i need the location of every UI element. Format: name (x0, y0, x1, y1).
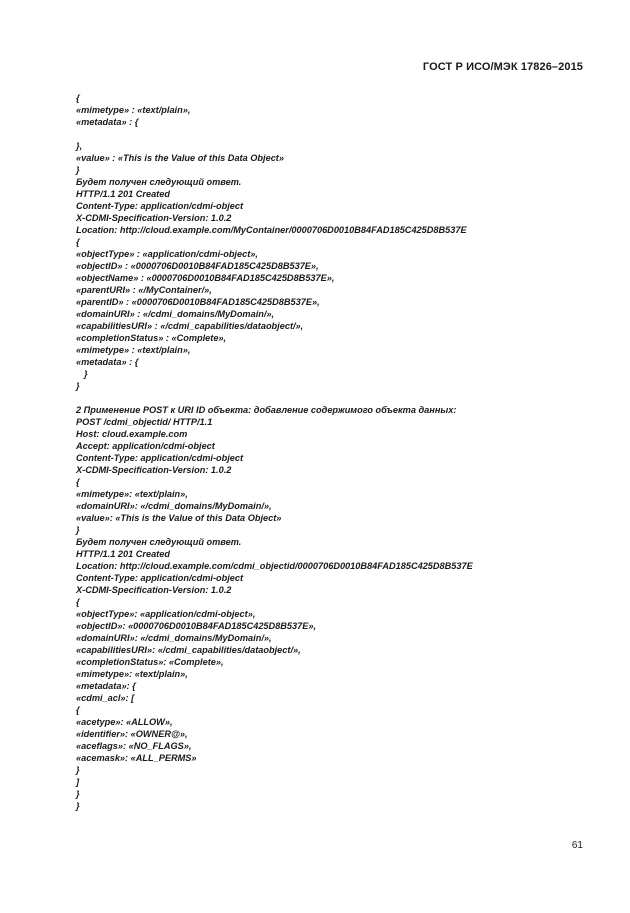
page-number: 61 (571, 840, 583, 851)
code-line: Accept: application/cdmi-object (76, 441, 215, 451)
code-line: «parentURI» : «/MyContainer/», (76, 285, 212, 295)
code-line: «parentID» : «0000706D0010B84FAD185C425D8B537E», (76, 297, 320, 307)
code-line: «objectID» : «0000706D0010B84FAD185C425D8B537E», (76, 261, 319, 271)
code-line: «domainURI»: «/cdmi_domains/MyDomain/», (76, 633, 272, 643)
code-line: { (76, 237, 80, 247)
code-line: «objectType» : «application/cdmi-object», (76, 249, 258, 259)
code-line: «value» : «This is the Value of this Data Object» (76, 153, 284, 163)
code-line: «aceflags»: «NO_FLAGS», (76, 741, 192, 751)
code-line: Location: http://cloud.example.com/MyContainer/0000706D0010B84FAD185C425D8B537E (76, 225, 467, 235)
code-line: «objectName» : «0000706D0010B84FAD185C425D8B537E», (76, 273, 335, 283)
code-line: «identifier»: «OWNER@», (76, 729, 188, 739)
code-line: «acemask»: «ALL_PERMS» (76, 753, 197, 763)
code-line: «completionStatus»: «Complete», (76, 657, 224, 667)
code-line: ] (76, 777, 80, 787)
code-line: { (76, 597, 80, 607)
code-line: } (76, 789, 80, 799)
code-line: «completionStatus» : «Complete», (76, 333, 227, 343)
example-heading: 2 Применение POST к URI ID объекта: добавление содержимого объекта данных: (76, 405, 457, 415)
code-line: X-CDMI-Specification-Version: 1.0.2 (76, 465, 232, 475)
code-line: } (76, 525, 80, 535)
document-body (76, 92, 596, 812)
code-line: «value»: «This is the Value of this Data Object» (76, 513, 282, 523)
code-line: «domainURI»: «/cdmi_domains/MyDomain/», (76, 501, 272, 511)
code-line: «mimetype» : «text/plain», (76, 105, 191, 115)
code-line: X-CDMI-Specification-Version: 1.0.2 (76, 213, 232, 223)
document-header: ГОСТ Р ИСО/МЭК 17826–2015 (422, 61, 583, 73)
code-line: { (76, 705, 80, 715)
code-block-2 (76, 404, 596, 812)
code-line: «mimetype» : «text/plain», (76, 345, 191, 355)
code-line: } (84, 369, 88, 379)
section-gap (76, 392, 596, 404)
code-line: X-CDMI-Specification-Version: 1.0.2 (76, 585, 232, 595)
code-line: «metadata»: { (76, 681, 136, 691)
code-line: «metadata» : { (76, 117, 139, 127)
code-line: HTTP/1.1 201 Created (76, 189, 170, 199)
code-line: Host: cloud.example.com (76, 429, 188, 439)
code-line: «capabilitiesURI»: «/cdmi_capabilities/dataobject/», (76, 645, 301, 655)
code-line: { (76, 477, 80, 487)
code-line: «mimetype»: «text/plain», (76, 669, 188, 679)
code-line: Content-Type: application/cdmi-object (76, 573, 244, 583)
code-line: «objectID»: «0000706D0010B84FAD185C425D8B537E», (76, 621, 317, 631)
code-line: POST /cdmi_objectid/ HTTP/1.1 (76, 417, 213, 427)
code-line: } (76, 801, 80, 811)
code-block-1 (76, 92, 596, 392)
code-line: Будет получен следующий ответ. (76, 177, 242, 187)
code-line: Content-Type: application/cdmi-object (76, 453, 244, 463)
code-line: «metadata» : { (76, 357, 139, 367)
code-line: } (76, 165, 80, 175)
code-line: «cdmi_acl»: [ (76, 693, 135, 703)
code-line: «domainURI» : «/cdmi_domains/MyDomain/», (76, 309, 275, 319)
code-line: } (76, 765, 80, 775)
code-line: Content-Type: application/cdmi-object (76, 201, 244, 211)
code-line (76, 128, 596, 140)
code-line: }, (76, 141, 83, 151)
code-line: «objectType»: «application/cdmi-object», (76, 609, 256, 619)
code-line: «capabilitiesURI» : «/cdmi_capabilities/dataobject/», (76, 321, 304, 331)
code-line: } (76, 381, 80, 391)
code-line: Будет получен следующий ответ. (76, 537, 242, 547)
code-line: «acetype»: «ALLOW», (76, 717, 173, 727)
code-line: { (76, 93, 80, 103)
code-line: «mimetype»: «text/plain», (76, 489, 188, 499)
code-line: Location: http://cloud.example.com/cdmi_objectid/0000706D0010B84FAD185C425D8B537E (76, 561, 473, 571)
code-line: HTTP/1.1 201 Created (76, 549, 170, 559)
